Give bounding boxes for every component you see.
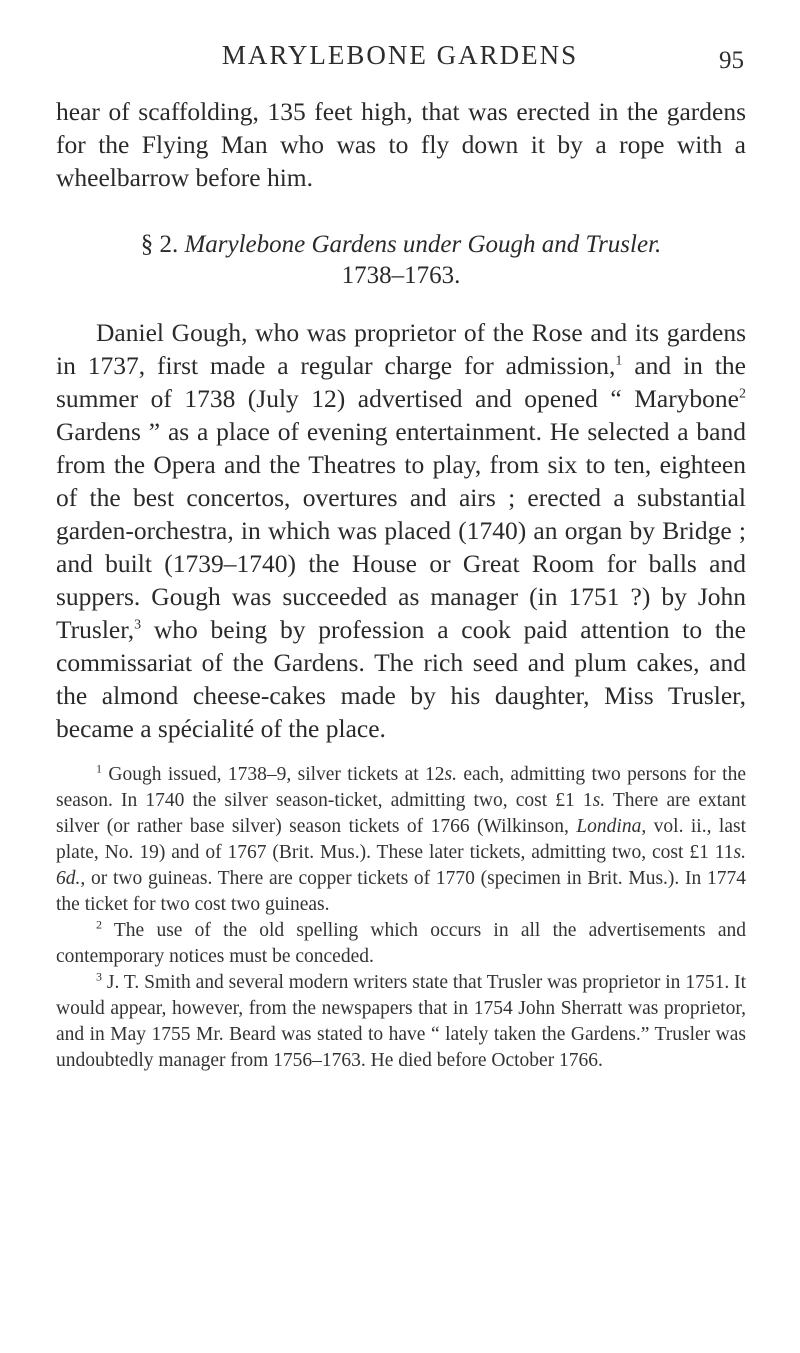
- footnote-1-text-d: , vol. ii., last plate, No. 19) and of 1767 (Brit. Mus.). These later tickets, admitting two, cost £1 11: [56, 816, 746, 863]
- main-text-3: Gardens ” as a place of evening entertainment. He selected a band from the Opera and the Theatres to play, from six to ten, eighteen of the best concertos, overtures and airs ; erected a substantial garden-orchestra, in which was placed (1740) an organ by Bridge ; and built (1739–1740) the House or Great Room for balls and suppers. Gough was succeeded as manager (in 1751 ?) by John Trusler,: [56, 417, 746, 644]
- footnote-3-text: J. T. Smith and several modern writers state that Trusler was proprietor in 1751. It would appear, however, from the newspapers that in 1754 John Sherratt was proprietor, and in May 1755 Mr. Beard was stated to have “ lately taken the Gardens.” Trusler was undoubtedly manager from 1756–1763. He died before October 1766.: [56, 972, 746, 1071]
- footnote-1-mark: 1: [96, 761, 102, 776]
- section-mark: § 2.: [140, 231, 179, 258]
- footnote-ref-2: 2: [739, 386, 746, 402]
- page-number: 95: [719, 47, 744, 74]
- footnote-3-mark: 3: [96, 969, 102, 984]
- footnote-ref-3: 3: [134, 617, 142, 633]
- footnote-3: [56, 970, 746, 1074]
- footnote-1-text-b-italic: s.: [592, 790, 606, 811]
- section-dates: 1738–1763.: [341, 262, 461, 289]
- main-paragraph: [56, 316, 746, 745]
- paragraph-continued: hear of scaffolding, 135 feet high, that was erected in the gardens for the Flying Man who was to fly down it by a rope with a wheelbarrow before him.: [56, 97, 746, 192]
- footnote-1: [56, 762, 746, 918]
- footnote-1-text-a: Gough issued, 1738–9, silver tickets at 12: [108, 764, 445, 785]
- footnote-ref-1: 1: [615, 353, 623, 369]
- main-text-4: who being by profession a cook paid attention to the commissariat of the Gardens. The rich seed and plum cakes, and the almond cheese-cakes made by his daughter, Miss Trusler, became a spécialité of the place.: [56, 615, 746, 743]
- main-text-1: Daniel Gough, who was proprietor of the Rose and its gardens in 1737, first made a regular charge for admission,: [56, 318, 746, 380]
- footnote-2-text: The use of the old spelling which occurs in all the advertisements and contemporary notices must be conceded.: [56, 920, 746, 967]
- footnote-2: [56, 918, 746, 970]
- footnote-1-text-a-italic: s.: [444, 764, 458, 785]
- main-text-2: and in the summer of 1738 (July 12) advertised and opened “ Marybone: [56, 351, 746, 413]
- footnote-2-mark: 2: [96, 917, 102, 932]
- section-heading: [56, 228, 746, 261]
- running-head: [0, 40, 800, 71]
- footnote-1-text-d-italic: s. 6d.: [56, 842, 746, 889]
- footnote-1-text-c: There are extant silver (or rather base silver) season tickets of 1766 (Wilkinson,: [56, 790, 747, 837]
- footnote-1-text-c-italic: Londina: [576, 816, 642, 837]
- footnote-1-text-b: each, admitting two persons for the season. In 1740 the silver season-ticket, admitting two, cost £1 1: [56, 764, 746, 811]
- section-title: Marylebone Gardens under Gough and Trusler.: [184, 231, 662, 258]
- footnote-1-text-e: , or two guineas. There are copper tickets of 1770 (specimen in Brit. Mus.). In 1774 the ticket for two cost two guineas.: [56, 868, 746, 915]
- running-head-title: MARYLEBONE GARDENS: [221, 40, 579, 70]
- footnotes: [56, 762, 746, 1074]
